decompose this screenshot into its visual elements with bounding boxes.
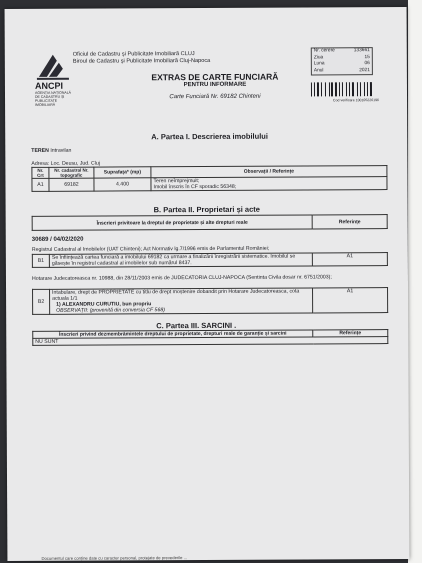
logo-text: ANCPI [34, 80, 64, 91]
cell-nr: A1 [32, 178, 49, 191]
decision-line: Hotarare Judecatoreasca nr. 10988, din 28/11/2003 emis de JUDECATORIA CLUJ-NAPOCA (Sentinta Civila dosar nr. 6751/2003); [31, 274, 332, 282]
teren-label: TEREN Intravilan [31, 147, 72, 154]
part-a-table [31, 165, 387, 192]
col-suprafata: Suprafața* (mp) [94, 167, 151, 178]
part-b-head-right: Referințe [312, 215, 387, 229]
part-b-title: B. Partea II. Proprietari și acte [153, 204, 260, 215]
b2-code: B2 [33, 289, 50, 314]
office-name [73, 51, 210, 66]
b2-ref: A1 [313, 288, 388, 313]
document-page [5, 7, 410, 561]
office-line-1: Oficiul de Cadastru și Publicitate Imobiliară CLUJ [72, 51, 195, 58]
cell-obs: Teren neîmprejmuit; Imobil înscris în CF sporadic 56348; [151, 177, 387, 191]
office-line-2: Biroul de Cadastru și Publicitate Imobiliară Cluj-Napoca [72, 57, 211, 65]
cf-number: Carte Funciară Nr. 69182 Chinteni [169, 93, 261, 101]
observation: OBSERVAȚII: (provenită din conversia CF 568) [56, 307, 165, 314]
request-row: Ziua 15 [313, 54, 370, 60]
part-a-title: A. Partea I. Descrierea imobilului [151, 131, 268, 142]
part-c-table [32, 329, 388, 346]
entry-number: 30689 / 04/02/2020 [31, 236, 84, 243]
document-title: EXTRAS DE CARTE FUNCIARĂ [151, 71, 279, 83]
registry-line: Registrul Cadastral al Imobilelor (UAT Chinteni); Act Normativ lg.7/1996 emis de Parlamentul României; [31, 245, 270, 253]
request-row: Luna 06 [313, 61, 370, 67]
b1-text: Se înființează cartea funciară a imobilului 69182 ca urmare a finalizării înregistrării sistematice. Imobilul se găsește în registrul cadastral al imobilelor sub numărul 8437. [49, 253, 312, 268]
footer-note: Documentul care conține date cu caracter personal, protejate de prevederile ... [41, 555, 188, 561]
background-paper-strip [408, 0, 422, 563]
b1-ref: A1 [312, 253, 387, 267]
request-row: Anul 2021 [313, 67, 370, 73]
part-c-head-left: Înscrieri privind dezmembrămintele dreptului de proprietate, drepturi reale de garanție și sarcini [33, 330, 313, 338]
logo-subtext: AGENȚIA NAȚIONALĂ DE CADASTRU ȘI PUBLICITATE IMOBILIARĂ [34, 90, 71, 107]
part-c-value: NU SUNT [33, 337, 388, 346]
ancpi-logo-icon [35, 51, 71, 81]
b2-text: Intabulare, drept de PROPRIETATE cu titlu de drept moștenire dobandit prin Hotarare Judecatoreasca, cota actuala 1/1 1) ALEXANDRU CURUTIU, bun propriu OBSERVAȚII: (provenită din conversia CF 568) [50, 288, 313, 314]
cell-cad: 69182 [49, 178, 94, 191]
request-box [311, 47, 373, 75]
part-b-head-left: Înscrieri privitoare la dreptul de proprietate și alte drepturi reale [32, 215, 312, 230]
part-c-title: C. Partea III. SARCINI . [156, 320, 237, 331]
document-subtitle: PENTRU INFORMARE [183, 81, 247, 89]
owner-name: 1) ALEXANDRU CURUTIU, bun propriu [56, 301, 152, 308]
table-row [32, 177, 387, 192]
b1-table [32, 252, 388, 268]
part-c-head-right: Referințe [313, 330, 388, 337]
part-b-header [32, 214, 388, 231]
request-row: Nr. cerere 133661 [313, 48, 370, 54]
col-nr-cadastral: Nr. cadastral Nr. topografic [49, 167, 94, 178]
barcode-icon [311, 82, 371, 96]
verification-code: Cod verificare 100105226196 [333, 98, 379, 103]
col-nr-crt: Nr. Crt [32, 167, 49, 178]
cell-sup: 4.400 [94, 178, 151, 191]
col-observatii: Observații / Referințe [151, 166, 387, 178]
b1-code: B1 [32, 254, 49, 267]
address: Adresa: Loc. Deusu, Jud. Cluj [31, 160, 101, 167]
b2-table [32, 287, 388, 315]
